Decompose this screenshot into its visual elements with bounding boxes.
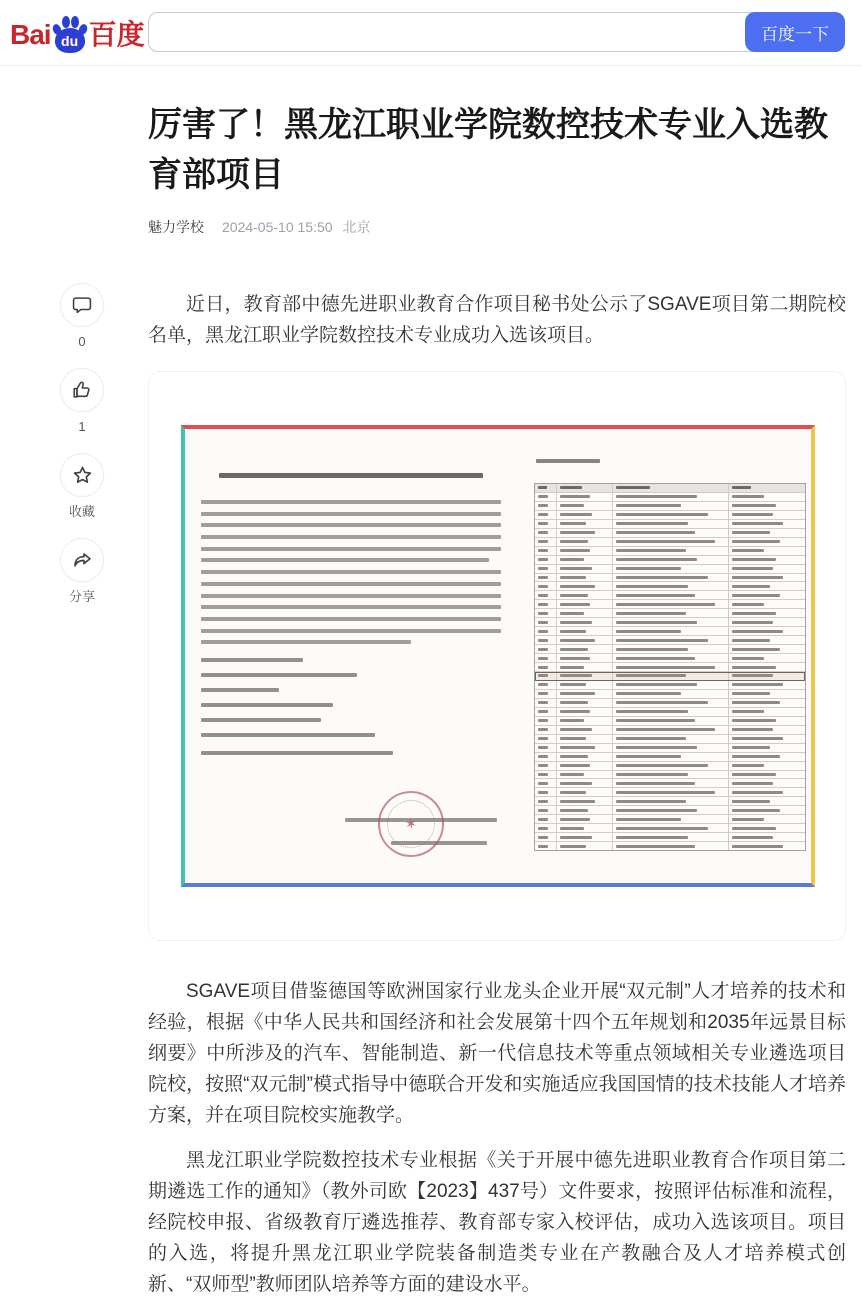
search-input[interactable] <box>148 12 845 52</box>
comment-count: 0 <box>78 334 86 349</box>
page-title: 厉害了！黑龙江职业学院数控技术专业入选教育部项目 <box>148 106 828 194</box>
table-row <box>535 717 805 726</box>
table-row <box>535 654 805 663</box>
table-row <box>535 699 805 708</box>
table-row <box>535 529 805 538</box>
doc-table-heading-line <box>536 459 600 463</box>
logo-text-cn: 百度 <box>88 19 145 50</box>
paragraph-2: SGAVE项目借鉴德国等欧洲国家行业龙头企业开展“双元制”人才培养的技术和经验，根据《中华人民共和国经济和社会发展第十四个五年规划和2035年远景目标纲要》中所涉及的汽车、智能制造、新一代信息技术等重点领域相关专业遴选项目院校，按照“双元制”模式指导中德联合开发和实施适应我国国情的技术技能人才培养方案，并在项目院校实施教学。 <box>148 981 846 1126</box>
share-icon <box>71 549 94 572</box>
article <box>148 66 846 1300</box>
table-row <box>535 493 805 502</box>
favorite-label: 收藏 <box>68 504 95 519</box>
table-row <box>535 609 805 618</box>
like-item <box>59 368 105 434</box>
table-row <box>535 771 805 780</box>
table-row <box>535 538 805 547</box>
table-row <box>535 556 805 565</box>
table-row <box>535 520 805 529</box>
doc-attachment-line <box>201 751 393 755</box>
favorite-item <box>59 453 105 519</box>
comment-item <box>59 283 105 349</box>
top-bar <box>0 0 862 66</box>
share-label: 分享 <box>68 589 95 604</box>
logo-text-du: du <box>55 28 85 53</box>
table-row <box>535 618 805 627</box>
table-row <box>535 547 805 556</box>
doc-title-line <box>219 473 483 478</box>
publish-location: 北京 <box>342 219 371 235</box>
table-row <box>535 681 805 690</box>
table-row <box>535 735 805 744</box>
doc-contact-lines <box>201 658 501 737</box>
doc-notice-page <box>201 473 501 834</box>
table-row <box>535 824 805 833</box>
table-row <box>535 672 805 681</box>
table-row <box>535 779 805 788</box>
table-row <box>535 833 805 842</box>
table-row <box>535 788 805 797</box>
byline <box>148 217 846 237</box>
share-button[interactable] <box>60 538 104 582</box>
doc-table <box>534 483 806 851</box>
table-row <box>535 600 805 609</box>
table-row <box>535 645 805 654</box>
action-toolbar <box>59 283 105 623</box>
table-row <box>535 565 805 574</box>
like-count: 1 <box>78 419 86 434</box>
paragraph-3: 黑龙江职业学院数控技术专业根据《关于开展中德先进职业教育合作项目第二期遴选工作的通知》（教外司欧【2023】437号）文件要求，按照评估标准和流程，经院校申报、省级教育厅遴选推荐、教育部专家入校评估，成功入选该项目。项目的入选，将提升黑龙江职业学院装备制造类专业在产教融合及人才培养模式创新、“双师型”教师团队培养等方面的建设水平。 <box>148 1150 846 1295</box>
table-row <box>535 591 805 600</box>
table-row <box>535 708 805 717</box>
table-row <box>535 753 805 762</box>
comment-icon <box>71 294 93 316</box>
doc-text-lines <box>201 500 501 644</box>
publish-date: 2024-05-10 15:50 <box>222 219 333 235</box>
table-row <box>535 690 805 699</box>
table-row <box>535 744 805 753</box>
table-row <box>535 806 805 815</box>
table-row <box>535 762 805 771</box>
table-header-row <box>535 484 805 493</box>
star-icon <box>71 464 94 487</box>
favorite-button[interactable] <box>60 453 104 497</box>
table-row <box>535 582 805 591</box>
seal-star-icon: ✶ <box>403 814 419 834</box>
logo-text-bai: Bai <box>10 19 51 50</box>
official-seal <box>374 787 449 862</box>
search-button[interactable]: 百度一下 <box>745 12 845 52</box>
comment-button[interactable] <box>60 283 104 327</box>
table-row <box>535 511 805 520</box>
table-row <box>535 797 805 806</box>
like-button[interactable] <box>60 368 104 412</box>
thumbs-up-icon <box>71 379 93 401</box>
document-scan <box>181 425 815 887</box>
baidu-logo[interactable] <box>10 11 145 55</box>
search-bar <box>148 12 845 52</box>
table-row <box>535 574 805 583</box>
table-row <box>535 636 805 645</box>
author-name[interactable]: 魅力学校 <box>148 219 204 235</box>
table-row <box>535 726 805 735</box>
table-row <box>535 663 805 672</box>
baidu-paw-icon <box>52 13 88 55</box>
article-image[interactable] <box>148 371 846 941</box>
table-row <box>535 842 805 850</box>
paragraph-1: 近日，教育部中德先进职业教育合作项目秘书处公示了SGAVE项目第二期院校名单，黑龙江职业学院数控技术专业成功入选该项目。 <box>148 294 846 346</box>
table-row <box>535 815 805 824</box>
table-row <box>535 627 805 636</box>
share-item <box>59 538 105 604</box>
table-row <box>535 502 805 511</box>
